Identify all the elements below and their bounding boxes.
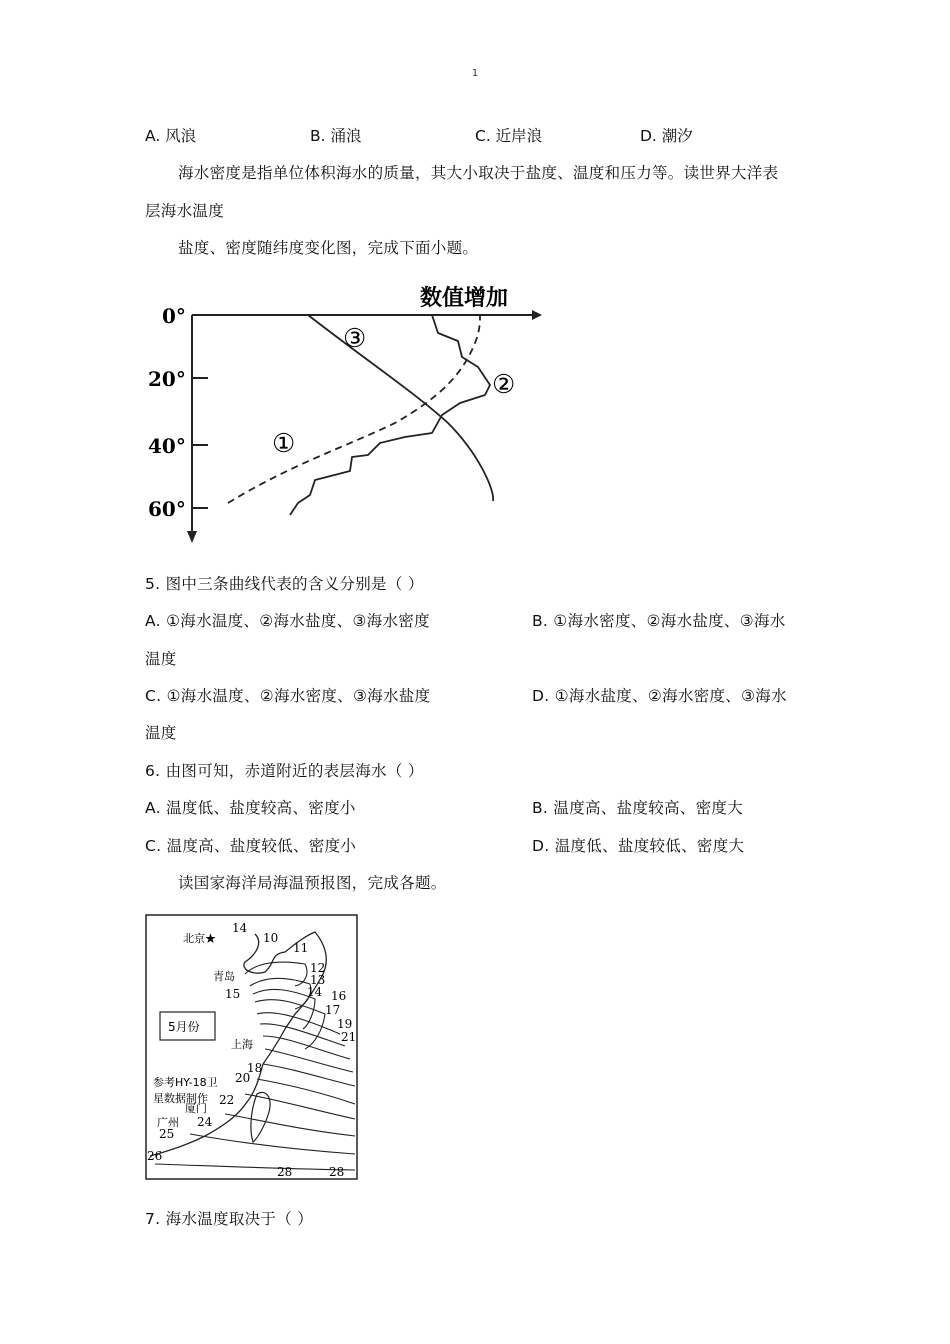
intro-line-3: 盐度、密度随纬度变化图，完成下面小题。 <box>178 239 479 257</box>
y-tick-60: 60° <box>148 497 186 521</box>
isotherm-label: 16 <box>331 989 347 1003</box>
isotherm-label: 10 <box>263 931 279 945</box>
q5-option-d[interactable]: D. ①海水盐度、②海水密度、③海水 <box>532 687 787 705</box>
isotherm-label: 19 <box>337 1017 353 1031</box>
x-axis-label: 数值增加 <box>420 285 509 311</box>
month-label: 5月份 <box>168 1020 200 1034</box>
isotherm-label: 25 <box>159 1127 175 1141</box>
isotherm-label: 14 <box>232 921 248 935</box>
curve-1-label: ① <box>272 429 296 459</box>
q4-options <box>145 124 805 146</box>
curve-2-label: ② <box>492 370 516 400</box>
q4-option-b[interactable]: B. 涌浪 <box>310 127 362 145</box>
q7-stem: 7. 海水温度取决于（ ） <box>145 1210 314 1228</box>
isotherm-label: 28 <box>277 1165 293 1179</box>
q4-option-d[interactable]: D. 潮汐 <box>640 127 693 145</box>
sea-temperature-map <box>145 914 360 1182</box>
q4-option-c[interactable]: C. 近岸浪 <box>475 127 543 145</box>
latitude-curves-figure <box>140 275 560 550</box>
q6-option-c[interactable]: C. 温度高、盐度较低、密度小 <box>145 837 357 855</box>
q5-option-b[interactable]: B. ①海水密度、②海水盐度、③海水 <box>532 612 786 630</box>
curve-2-line <box>290 315 490 515</box>
q4-option-a[interactable]: A. 风浪 <box>145 127 197 145</box>
city-qingdao: 青岛 <box>213 970 235 983</box>
isotherm-label: 18 <box>247 1061 263 1075</box>
isotherm-label: 22 <box>219 1093 235 1107</box>
q5-option-b-cont: 温度 <box>145 650 177 668</box>
q6-option-a[interactable]: A. 温度低、盐度较高、密度小 <box>145 799 356 817</box>
q5-stem: 5. 图中三条曲线代表的含义分别是（ ） <box>145 575 424 593</box>
isotherm-label: 11 <box>293 941 309 955</box>
q6-stem: 6. 由图可知，赤道附近的表层海水（ ） <box>145 762 424 780</box>
isotherm-label: 20 <box>235 1071 251 1085</box>
y-tick-20: 20° <box>148 367 186 391</box>
isotherm-label: 24 <box>197 1115 213 1129</box>
map-intro: 读国家海洋局海温预报图，完成各题。 <box>178 874 447 892</box>
isotherm-label: 14 <box>307 985 323 999</box>
q5-option-d-cont: 温度 <box>145 724 177 742</box>
y-axis-arrow <box>187 531 197 543</box>
isotherm-label: 12 <box>310 961 326 975</box>
curve-3-line <box>308 315 493 501</box>
x-axis-arrow <box>532 310 542 320</box>
curve-3-label: ③ <box>343 324 367 354</box>
isotherm-label: 26 <box>147 1149 163 1163</box>
source-line-1: 参考HY-18卫 <box>153 1076 218 1089</box>
isotherm-label: 13 <box>310 973 326 987</box>
source-line-2: 星数据制作 <box>153 1092 208 1105</box>
q5-option-a[interactable]: A. ①海水温度、②海水盐度、③海水密度 <box>145 612 430 630</box>
y-tick-40: 40° <box>148 434 186 458</box>
city-shanghai: 上海 <box>231 1038 253 1051</box>
q6-option-b[interactable]: B. 温度高、盐度较高、密度大 <box>532 799 743 817</box>
city-beijing: 北京★ <box>183 932 216 945</box>
page-number: 1 <box>471 68 479 79</box>
isotherm-label: 28 <box>329 1165 345 1179</box>
intro-line-1: 海水密度是指单位体积海水的质量，其大小取决于盐度、温度和压力等。读世界大洋表 <box>178 164 779 182</box>
y-tick-0: 0° <box>162 304 186 328</box>
q6-option-d[interactable]: D. 温度低、盐度较低、密度大 <box>532 837 745 855</box>
isotherm-label: 17 <box>325 1003 341 1017</box>
city-xiamen: 厦门 <box>185 1102 207 1115</box>
isotherm-label: 15 <box>225 987 241 1001</box>
q5-option-c[interactable]: C. ①海水温度、②海水密度、③海水盐度 <box>145 687 431 705</box>
city-guangzhou: 广州 <box>157 1116 179 1129</box>
isotherm-label: 21 <box>341 1030 357 1044</box>
intro-line-2: 层海水温度 <box>145 202 225 220</box>
